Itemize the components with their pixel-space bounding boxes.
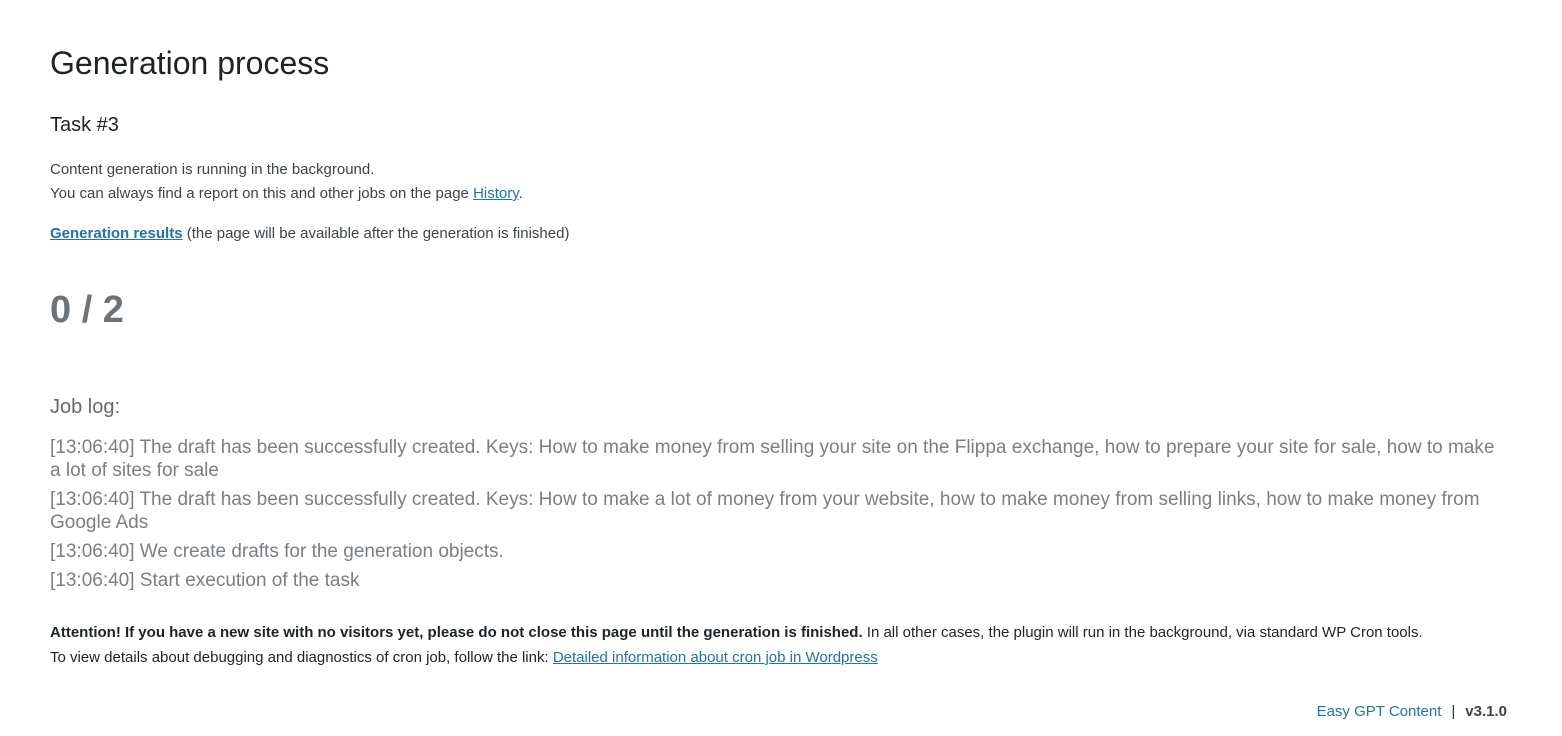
- log-entry: [13:06:40] The draft has been successfully created. Keys: How to make money from selling your site on the Flippa exchange, how to prepare your site for sale, how to make a lot of sites for sale: [50, 437, 1495, 481]
- history-link[interactable]: History: [473, 185, 519, 202]
- results-note: (the page will be available after the generation is finished): [182, 225, 570, 242]
- info-line-2: [50, 182, 1512, 206]
- attention-block: [50, 620, 1512, 670]
- attention-bold-text: Attention! If you have a new site with no visitors yet, please do not close this page until the generation is finished.: [50, 624, 863, 641]
- attention-line-1: [50, 620, 1512, 645]
- info-line-2-prefix: You can always find a report on this and other jobs on the page: [50, 185, 474, 202]
- attention-rest-text: In all other cases, the plugin will run in the background, via standard WP Cron tools.: [862, 624, 1423, 641]
- generation-results-link[interactable]: Generation results: [50, 225, 183, 242]
- job-log-heading: Job log:: [50, 396, 121, 418]
- log-entry: [13:06:40] We create drafts for the generation objects.: [50, 541, 504, 562]
- task-title: Task #3: [50, 114, 119, 136]
- info-block: [50, 158, 1512, 206]
- cron-info-link[interactable]: Detailed information about cron job in Wordpress: [552, 649, 878, 666]
- log-entry: [13:06:40] Start execution of the task: [50, 570, 360, 591]
- progress-counter: 0 / 2: [50, 289, 124, 331]
- footer: [1317, 700, 1507, 724]
- job-log-list: [50, 436, 1512, 592]
- plugin-version: v3.1.0: [1465, 703, 1507, 720]
- page-title: Generation process: [50, 45, 330, 81]
- attention-line-2: [50, 645, 1512, 670]
- attention-line-2-prefix: To view details about debugging and diagnostics of cron job, follow the link:: [50, 649, 553, 666]
- info-line-2-suffix: .: [518, 185, 523, 202]
- results-line: [50, 222, 1512, 246]
- info-line-1: Content generation is running in the background.: [50, 161, 375, 178]
- log-entry: [13:06:40] The draft has been successfully created. Keys: How to make a lot of money from your website, how to make money from selling links, how to make money from Google Ads: [50, 489, 1480, 533]
- plugin-name-link[interactable]: Easy GPT Content: [1316, 703, 1442, 720]
- footer-separator: |: [1451, 703, 1456, 720]
